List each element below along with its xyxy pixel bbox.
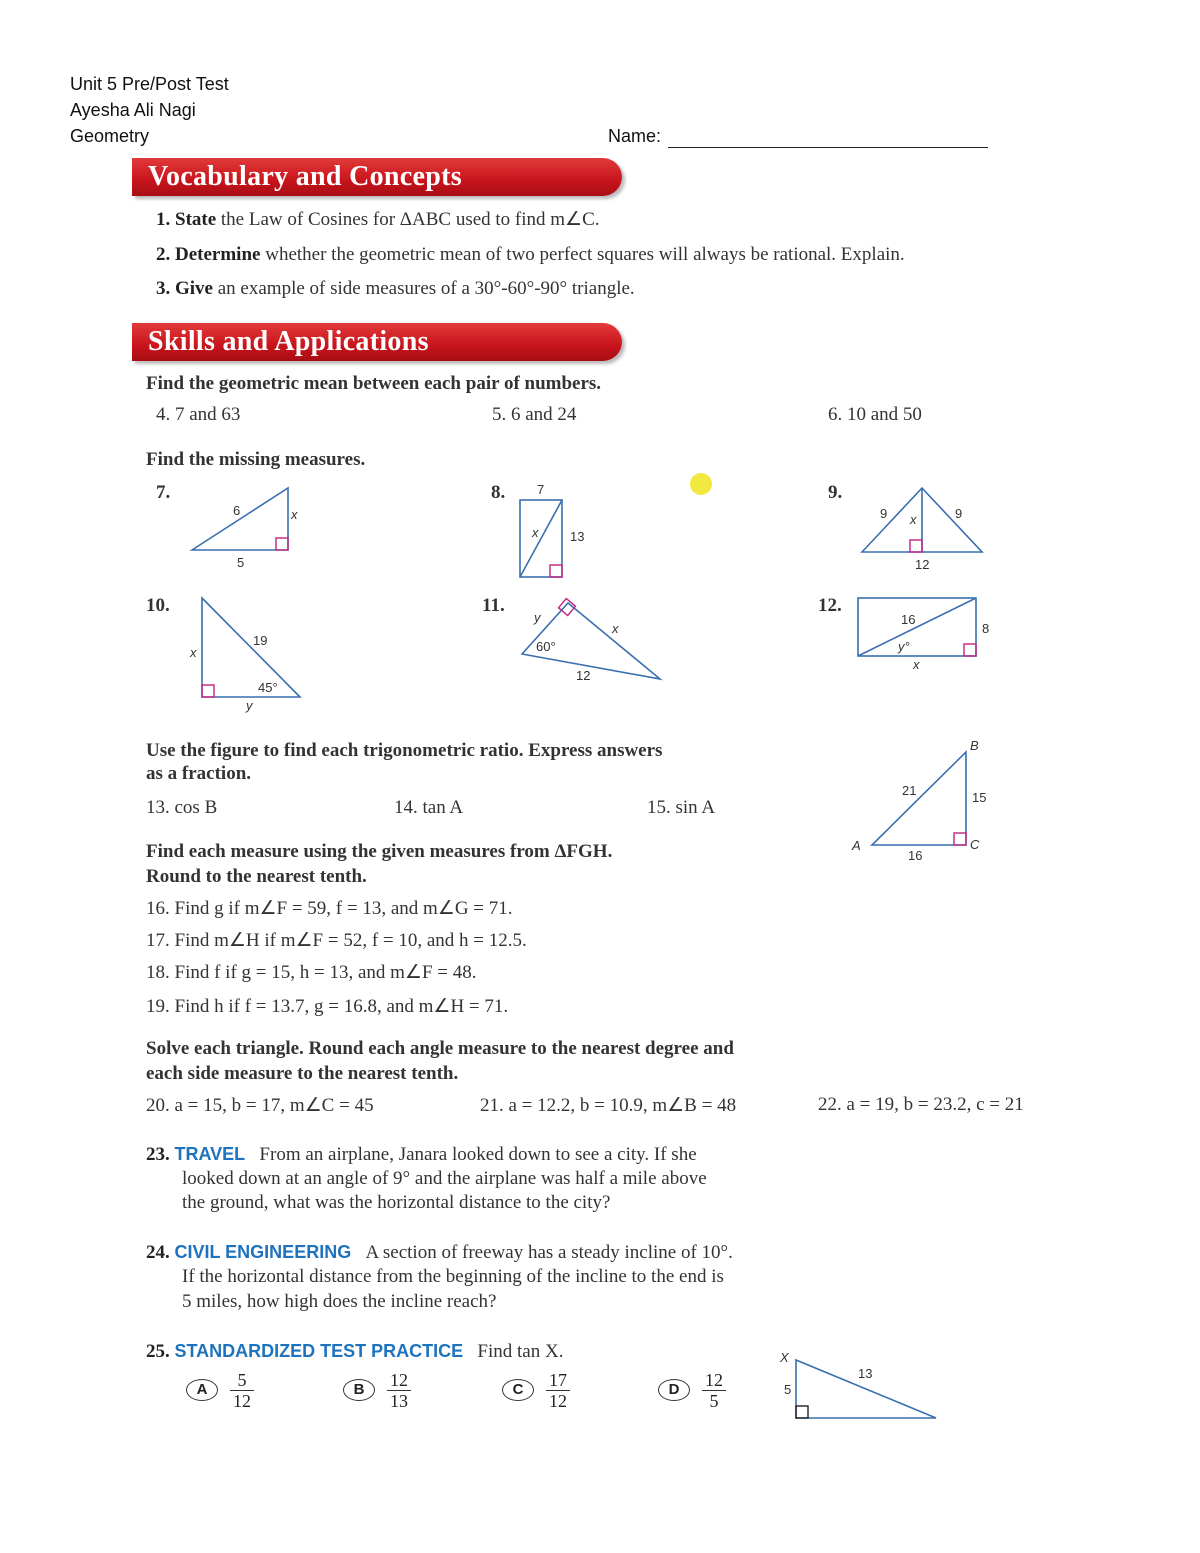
course-name: Geometry xyxy=(70,126,150,146)
fig9-label-a: 9 xyxy=(880,506,888,521)
fgh-instruction-2: Round to the nearest tenth. xyxy=(146,866,367,887)
fig11-label-b: x xyxy=(612,621,619,636)
fig7-label-a: 6 xyxy=(233,503,241,518)
choice-d-fraction: 12 5 xyxy=(702,1370,726,1411)
fig10-label-b: x xyxy=(190,645,197,660)
q24-tag: CIVIL ENGINEERING xyxy=(174,1242,352,1262)
question-6: 6. 10 and 50 xyxy=(828,404,922,425)
choice-d-bubble[interactable]: D xyxy=(658,1379,690,1401)
fig9-label-c: 9 xyxy=(955,506,963,521)
question-11-num: 11. xyxy=(482,595,505,616)
question-3: 3. Give an example of side measures of a 30°-60°-90° triangle. xyxy=(156,278,635,299)
question-18: 18. Find f if g = 15, h = 13, and m∠F = 48. xyxy=(146,962,477,983)
fig12-label-c: y° xyxy=(898,639,910,654)
trig-label-C: C xyxy=(970,837,980,852)
q25-label-X: X xyxy=(780,1350,789,1365)
author-name: Ayesha Ali Nagi xyxy=(70,100,196,120)
question-12-num: 12. xyxy=(818,595,842,616)
fig8-label-c: 13 xyxy=(570,529,585,544)
vocab-heading: Vocabulary and Concepts xyxy=(148,161,462,192)
skills-heading: Skills and Applications xyxy=(148,326,429,357)
trig-instruction-1: Use the figure to find each trigonometric ratio. Express answers xyxy=(146,740,663,761)
question-23: 23. TRAVEL From an airplane, Janara looked down to see a city. If she xyxy=(146,1144,697,1165)
fgh-instruction-1: Find each measure using the given measures from ΔFGH. xyxy=(146,841,613,862)
geo-mean-instruction: Find the geometric mean between each pair of numbers. xyxy=(146,373,602,394)
fig7-label-c: 5 xyxy=(237,555,245,570)
fig11-label-c: 60° xyxy=(536,639,556,654)
question-9-num: 9. xyxy=(828,482,843,503)
figure-10-triangle xyxy=(202,598,300,697)
trig-label-B: B xyxy=(970,738,979,753)
fig10-label-a: 19 xyxy=(253,633,268,648)
question-5: 5. 6 and 24 xyxy=(492,404,577,425)
question-20: 20. a = 15, b = 17, m∠C = 45 xyxy=(146,1095,374,1116)
fig12-label-b: 8 xyxy=(982,621,990,636)
fig7-label-b: x xyxy=(291,507,298,522)
choice-a-bubble[interactable]: A xyxy=(186,1379,218,1401)
trig-label-A: A xyxy=(852,838,861,853)
question-15: 15. sin A xyxy=(647,797,716,818)
trig-label-leg: 15 xyxy=(972,790,987,805)
trig-figure-triangle xyxy=(872,752,966,845)
question-24: 24. CIVIL ENGINEERING A section of freeway has a steady incline of 10°. xyxy=(146,1242,733,1263)
question-21: 21. a = 12.2, b = 10.9, m∠B = 48 xyxy=(480,1095,737,1116)
question-7-num: 7. xyxy=(156,482,171,503)
question-10-num: 10. xyxy=(146,595,170,616)
fig12-label-d: x xyxy=(913,657,920,672)
choice-c-fraction: 17 12 xyxy=(546,1370,570,1411)
solve-instruction-1: Solve each triangle. Round each angle measure to the nearest degree and xyxy=(146,1038,734,1059)
question-25: 25. STANDARDIZED TEST PRACTICE Find tan X. xyxy=(146,1341,564,1362)
name-label: Name: xyxy=(608,126,662,146)
figure-7-triangle xyxy=(192,488,288,550)
q23-tag: TRAVEL xyxy=(174,1144,246,1164)
question-2: 2. Determine whether the geometric mean of two perfect squares will always be rational. Explain. xyxy=(156,244,905,265)
trig-label-base: 16 xyxy=(908,848,923,863)
fig11-label-d: 12 xyxy=(576,668,591,683)
question-8-num: 8. xyxy=(491,482,506,503)
choice-c-bubble[interactable]: C xyxy=(502,1379,534,1401)
choice-b-bubble[interactable]: B xyxy=(343,1379,375,1401)
fig9-label-b: x xyxy=(910,512,917,527)
fig10-label-c: 45° xyxy=(258,680,278,695)
question-14: 14. tan A xyxy=(394,797,464,818)
question-23-line3: the ground, what was the horizontal distance to the city? xyxy=(182,1192,611,1213)
q25-label-hyp: 13 xyxy=(858,1366,873,1381)
trig-label-hyp: 21 xyxy=(902,783,917,798)
question-24-line2: If the horizontal distance from the beginning of the incline to the end is xyxy=(182,1266,724,1287)
choice-b-fraction: 12 13 xyxy=(387,1370,411,1411)
q25-tag: STANDARDIZED TEST PRACTICE xyxy=(174,1341,464,1361)
missing-instruction: Find the missing measures. xyxy=(146,449,366,470)
question-23-line2: looked down at an angle of 9° and the airplane was half a mile above xyxy=(182,1168,707,1189)
question-24-line3: 5 miles, how high does the incline reach? xyxy=(182,1291,497,1312)
question-17: 17. Find m∠H if m∠F = 52, f = 10, and h = 12.5. xyxy=(146,930,527,951)
fig11-label-a: y xyxy=(534,610,541,625)
question-13: 13. cos B xyxy=(146,797,218,818)
question-22: 22. a = 19, b = 23.2, c = 21 xyxy=(818,1094,1024,1115)
question-16: 16. Find g if m∠F = 59, f = 13, and m∠G = 71. xyxy=(146,898,513,919)
choice-a-fraction: 5 12 xyxy=(230,1370,254,1411)
q25-label-leg: 5 xyxy=(784,1382,792,1397)
fig8-label-b: x xyxy=(532,525,539,540)
solve-instruction-2: each side measure to the nearest tenth. xyxy=(146,1063,459,1084)
trig-instruction-2: as a fraction. xyxy=(146,763,252,784)
unit-title: Unit 5 Pre/Post Test xyxy=(70,74,229,94)
question-4: 4. 7 and 63 xyxy=(156,404,241,425)
fig12-label-a: 16 xyxy=(901,612,916,627)
fig10-label-d: y xyxy=(246,698,253,713)
question-19: 19. Find h if f = 13.7, g = 16.8, and m∠H = 71. xyxy=(146,996,509,1017)
fig8-label-a: 7 xyxy=(537,482,545,497)
question-1: 1. State the Law of Cosines for ΔABC used to find m∠C. xyxy=(156,209,600,230)
fig9-label-d: 12 xyxy=(915,557,930,572)
